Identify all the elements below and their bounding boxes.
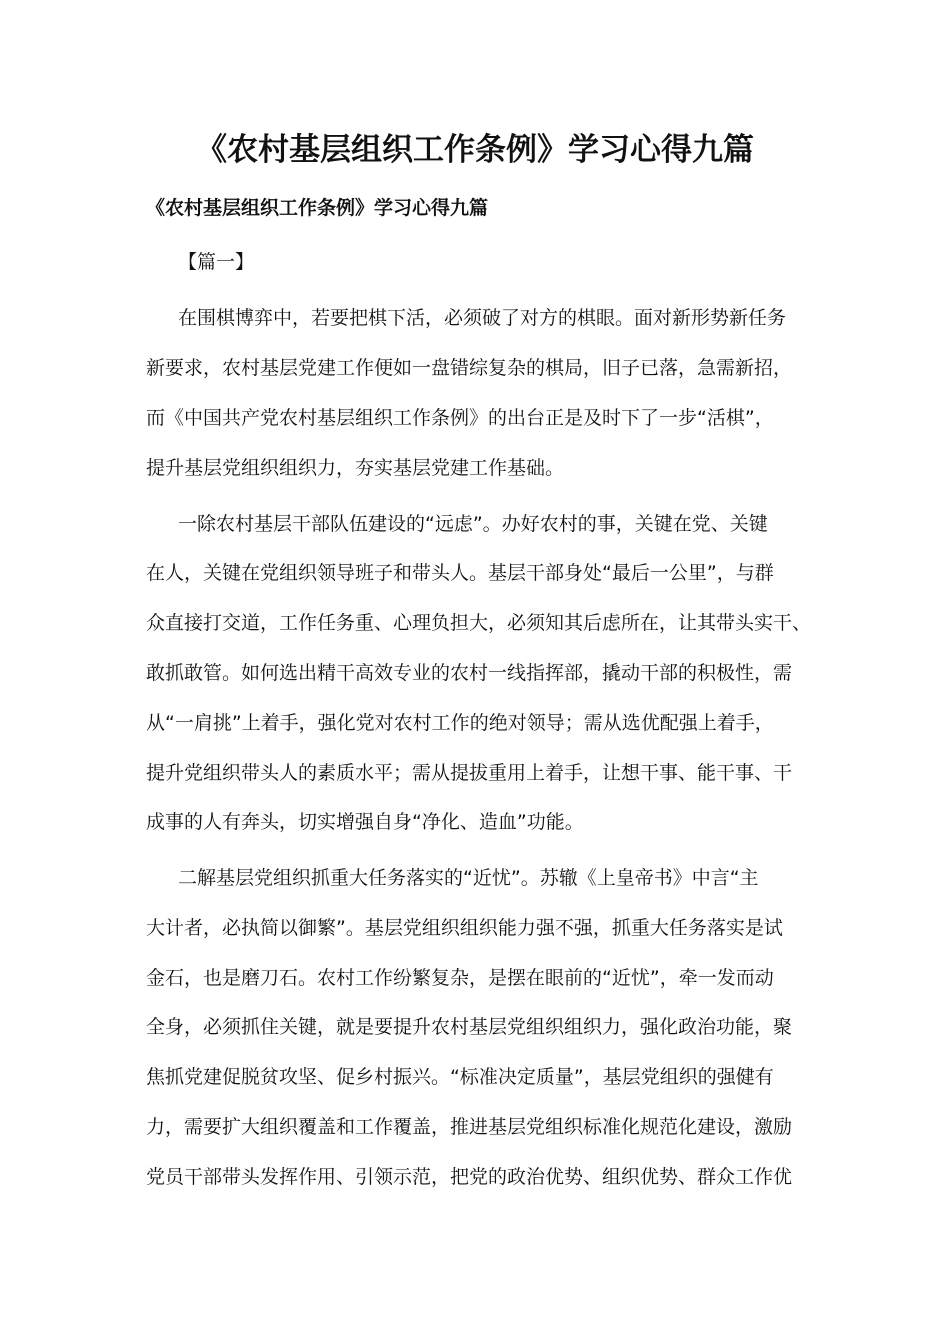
paragraph-2-line: 提升党组织带头人的素质水平；需从提拔重用上着手，让想干事、能干事、干	[146, 762, 793, 784]
section-label: 【篇一】	[178, 251, 255, 273]
paragraph-3-line: 焦抓党建促脱贫攻坚、促乡村振兴。“标准决定质量”，基层党组织的强健有	[146, 1066, 774, 1088]
paragraph-2-line: 成事的人有奔头，切实增强自身“净化、造血”功能。	[146, 811, 584, 833]
paragraph-1-line: 在围棋博弈中，若要把棋下活，必须破了对方的棋眼。面对新形势新任务	[178, 307, 787, 329]
paragraph-1-line: 新要求，农村基层党建工作便如一盘错综复杂的棋局，旧子已落，急需新招，	[146, 357, 793, 379]
paragraph-3-line: 金石，也是磨刀石。农村工作纷繁复杂，是摆在眼前的“近忧”，牵一发而动	[146, 967, 774, 989]
paragraph-1-line: 提升基层党组织组织力，夯实基层党建工作基础。	[146, 457, 565, 479]
paragraph-2-line: 从“一肩挑”上着手，强化党对农村工作的绝对领导；需从选优配强上着手，	[146, 712, 774, 734]
document-title: 《农村基层组织工作条例》学习心得九篇	[196, 132, 754, 168]
paragraph-2-line: 在人，关键在党组织领导班子和带头人。基层干部身处“最后一公里”，与群	[146, 562, 774, 584]
paragraph-2-line: 敢抓敢管。如何选出精干高效专业的农村一线指挥部，撬动干部的积极性，需	[146, 662, 793, 684]
paragraph-3-line: 全身，必须抓住关键，就是要提升农村基层党组织组织力，强化政治功能，聚	[146, 1016, 793, 1038]
document-subtitle: 《农村基层组织工作条例》学习心得九篇	[146, 197, 489, 219]
paragraph-1-line: 而《中国共产党农村基层组织工作条例》的出台正是及时下了一步“活棋”，	[146, 407, 774, 429]
paragraph-3-line: 二解基层党组织抓重大任务落实的“近忧”。苏辙《上皇帝书》中言“主	[178, 867, 759, 889]
paragraph-2-line: 众直接打交道，工作任务重、心理负担大，必须知其后虑所在，让其带头实干、	[146, 612, 812, 634]
paragraph-2-line: 一除农村基层干部队伍建设的“远虑”。办好农村的事，关键在党、关键	[178, 513, 768, 535]
paragraph-3-line: 党员干部带头发挥作用、引领示范，把党的政治优势、组织优势、群众工作优	[146, 1166, 793, 1188]
paragraph-3-line: 大计者，必执简以御繁”。基层党组织组织能力强不强，抓重大任务落实是试	[146, 917, 783, 939]
paragraph-3-line: 力，需要扩大组织覆盖和工作覆盖，推进基层党组织标准化规范化建设，激励	[146, 1116, 793, 1138]
